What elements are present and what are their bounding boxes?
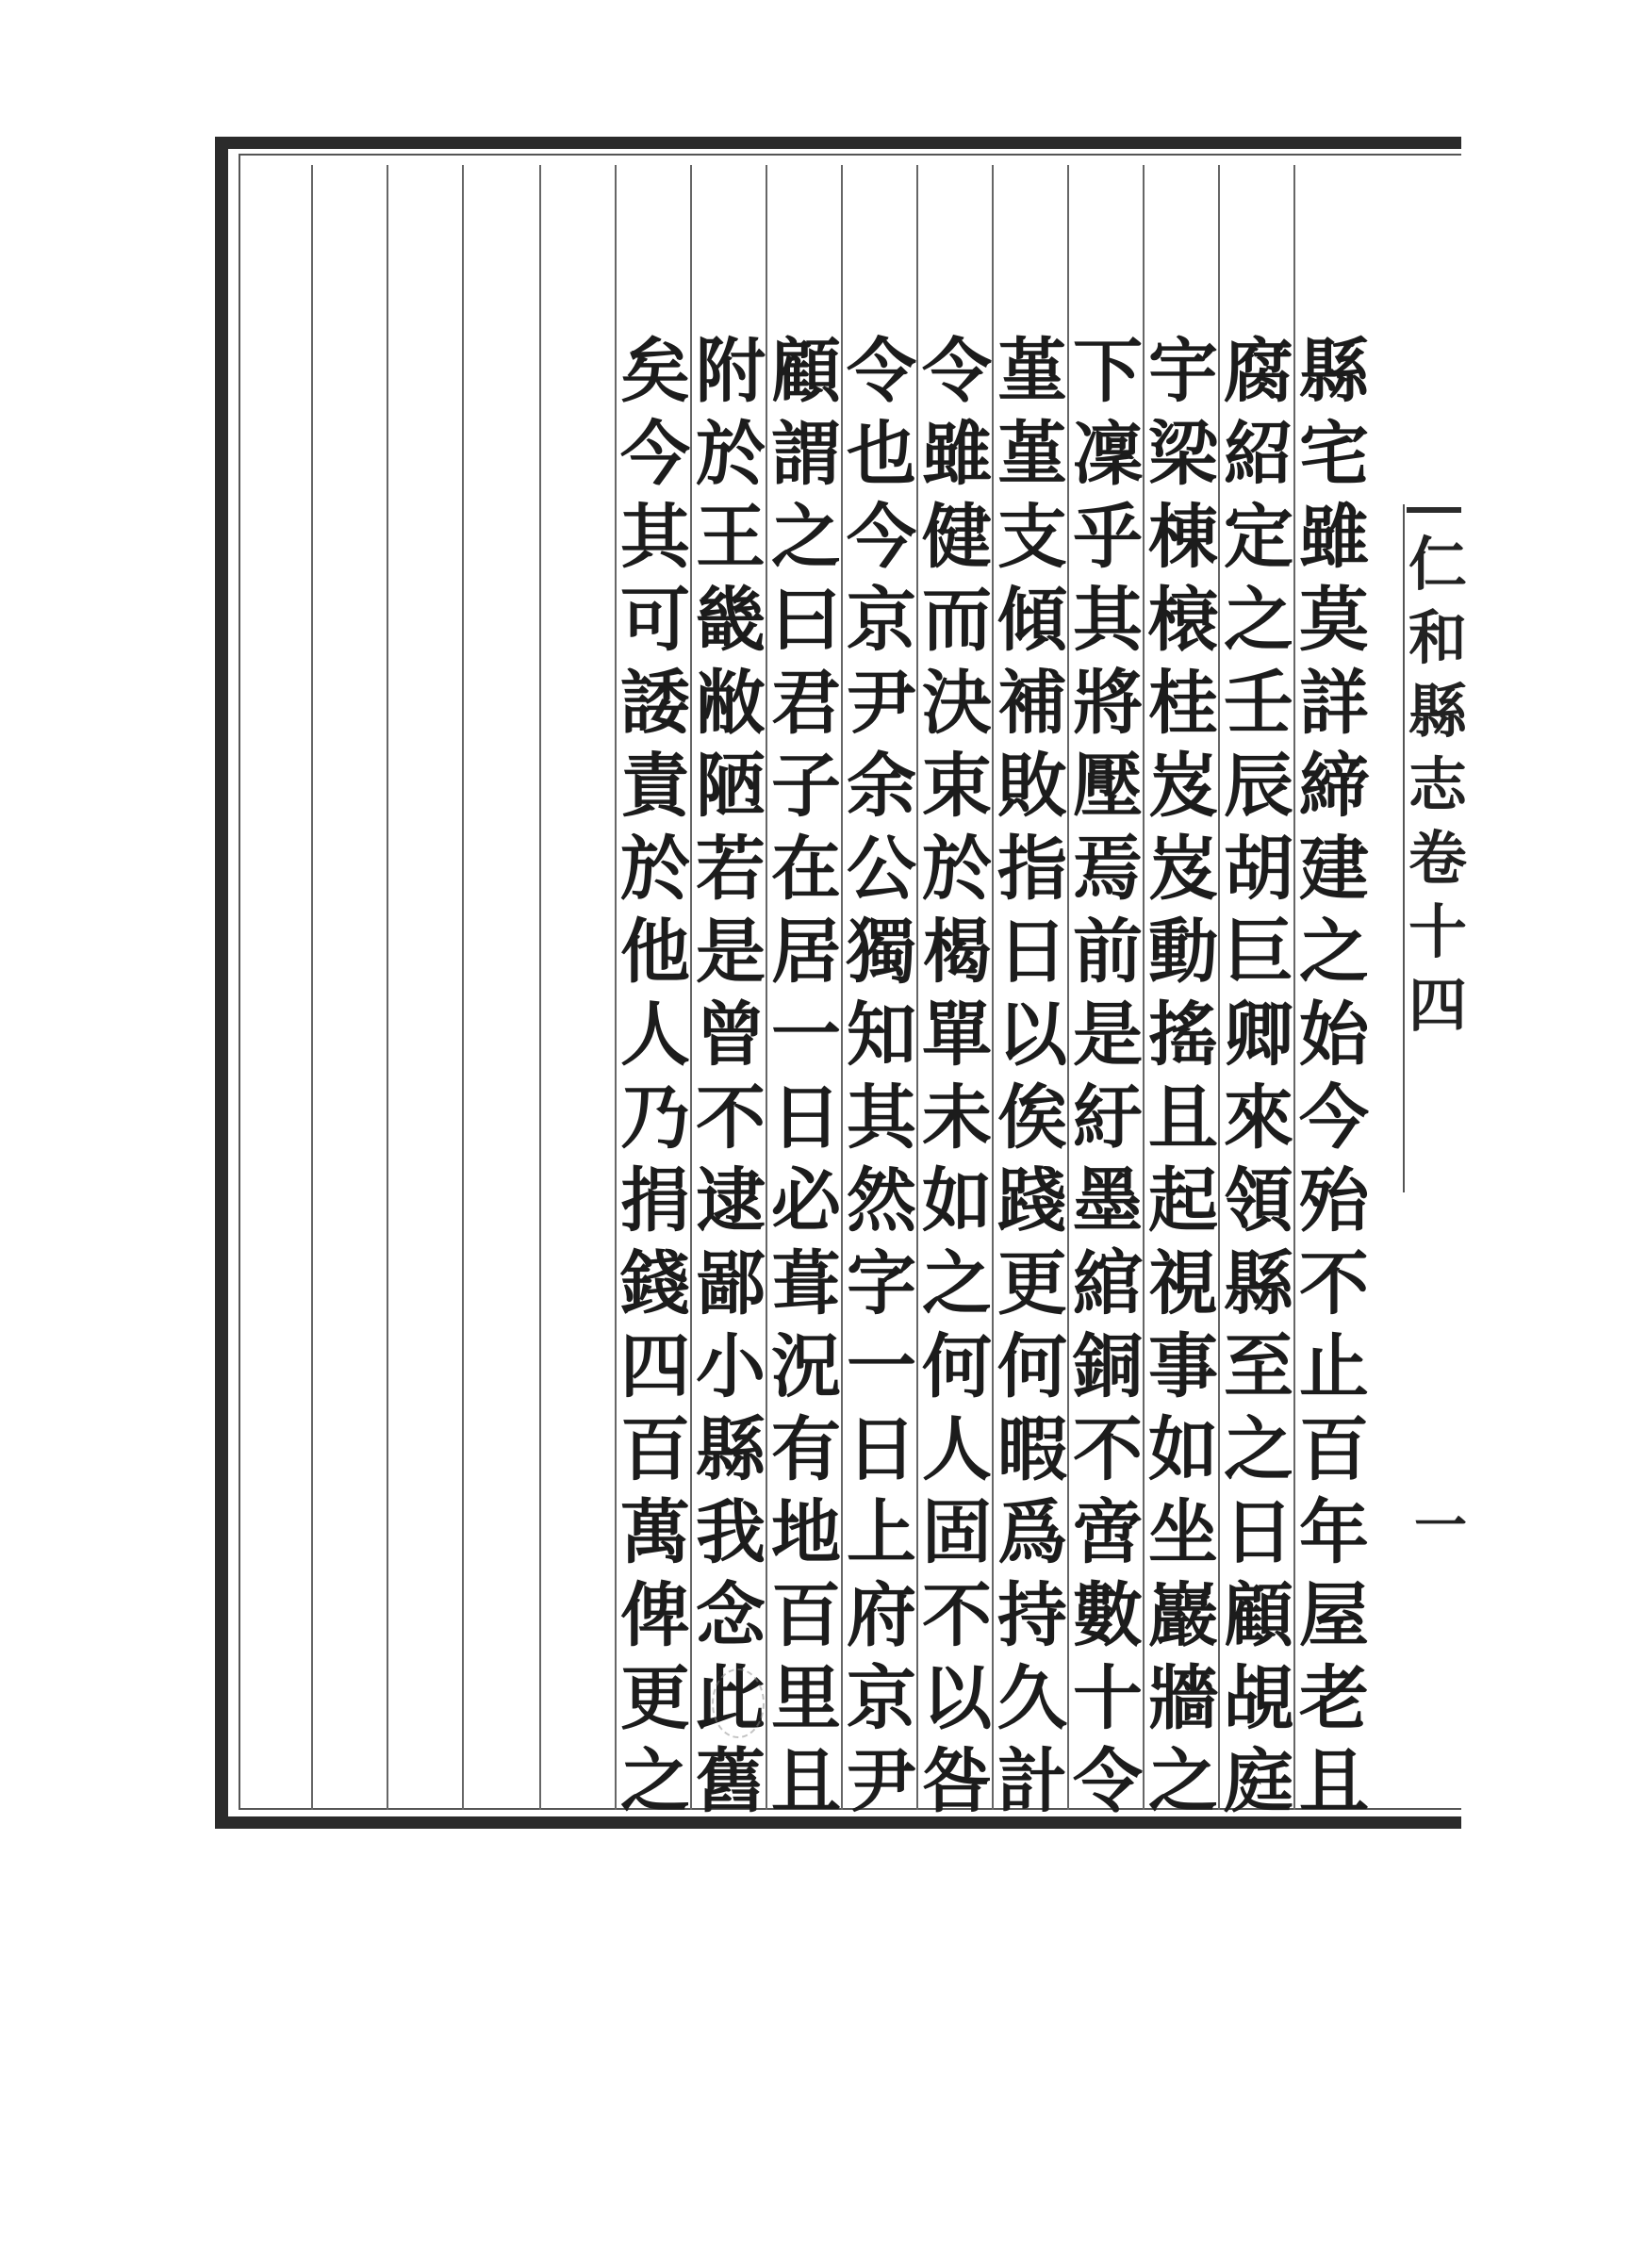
text-char: 上 xyxy=(847,1492,916,1573)
text-char: 且 xyxy=(1148,1077,1218,1159)
text-char: 縣 xyxy=(696,1409,766,1490)
text-char: 單 xyxy=(922,994,992,1076)
text-char: 余 xyxy=(847,746,916,827)
text-char: 令 xyxy=(922,331,992,412)
margin-title-char: 縣 xyxy=(1408,677,1468,746)
text-char: 居 xyxy=(771,912,841,993)
text-char: 桂 xyxy=(1148,663,1218,744)
text-char: 京 xyxy=(847,580,916,661)
margin-title-char: 仁 xyxy=(1408,530,1468,599)
text-char: 胡 xyxy=(1224,829,1293,910)
text-char: 人 xyxy=(620,994,690,1076)
text-char: 以 xyxy=(997,994,1067,1076)
text-char: 地 xyxy=(771,1492,841,1573)
column-divider xyxy=(311,165,313,1810)
text-column xyxy=(618,330,693,1823)
text-char: 牆 xyxy=(1148,1658,1218,1739)
text-char: 陋 xyxy=(696,746,766,827)
text-char: 卿 xyxy=(1224,994,1293,1076)
text-char: 如 xyxy=(922,1160,992,1241)
text-char: 不 xyxy=(696,1077,766,1159)
text-char: 前 xyxy=(1073,912,1143,993)
text-char: 雖 xyxy=(1299,497,1369,578)
text-column xyxy=(995,330,1070,1823)
text-char: 逮 xyxy=(696,1160,766,1241)
text-char: 敝 xyxy=(696,663,766,744)
text-char: 他 xyxy=(620,912,690,993)
text-char: 乃 xyxy=(620,1077,690,1159)
text-char: 日 xyxy=(997,912,1067,993)
text-char: 爲 xyxy=(997,1492,1067,1573)
text-char: 不 xyxy=(922,1575,992,1656)
text-char: 搖 xyxy=(1148,994,1218,1076)
text-char: 巨 xyxy=(1224,912,1293,993)
text-char: 庭 xyxy=(1224,1741,1293,1822)
text-char: 小 xyxy=(696,1326,766,1407)
text-char: 墨 xyxy=(1073,1160,1143,1241)
text-char: 梁 xyxy=(1148,414,1218,495)
column-divider xyxy=(387,165,388,1810)
text-char: 坐 xyxy=(1148,1492,1218,1573)
text-char: 堇 xyxy=(997,414,1067,495)
text-char: 來 xyxy=(1224,1077,1293,1159)
margin-title-char: 志 xyxy=(1408,750,1468,819)
text-char: 之 xyxy=(771,497,841,578)
text-column xyxy=(1296,330,1372,1823)
text-char: 榱 xyxy=(1148,580,1218,661)
text-char: 人 xyxy=(922,1409,992,1490)
text-char: 建 xyxy=(1299,829,1369,910)
text-char: 四 xyxy=(620,1326,690,1407)
text-char: 百 xyxy=(620,1409,690,1490)
text-char: 之 xyxy=(1148,1741,1218,1822)
text-char: 謂 xyxy=(771,414,841,495)
text-column xyxy=(693,330,768,1823)
text-char: 定 xyxy=(1224,497,1293,578)
text-char: 此 xyxy=(696,1658,766,1739)
text-char: 捐 xyxy=(620,1160,690,1241)
text-char: 獨 xyxy=(847,912,916,993)
text-char: 鄙 xyxy=(696,1243,766,1324)
text-column xyxy=(768,330,844,1823)
text-char: 其 xyxy=(1073,580,1143,661)
text-char: 始 xyxy=(1299,994,1369,1076)
text-char: 俟 xyxy=(997,1077,1067,1159)
text-char: 持 xyxy=(997,1575,1067,1656)
text-char: 將 xyxy=(1073,663,1143,744)
text-char: 屋 xyxy=(1299,1575,1369,1656)
text-char: 紆 xyxy=(1073,1077,1143,1159)
text-char: 之 xyxy=(922,1243,992,1324)
text-char: 然 xyxy=(847,1160,916,1241)
text-char: 且 xyxy=(771,1741,841,1822)
text-char: 曰 xyxy=(771,580,841,661)
text-char: 字 xyxy=(847,1243,916,1324)
text-char: 有 xyxy=(771,1409,841,1490)
text-char: 是 xyxy=(696,912,766,993)
margin-title-char: 卷 xyxy=(1408,824,1468,893)
text-char: 更 xyxy=(620,1658,690,1739)
text-char: 府 xyxy=(847,1575,916,1656)
text-char: 何 xyxy=(997,1326,1067,1407)
text-column xyxy=(1221,330,1296,1823)
text-char: 以 xyxy=(922,1658,992,1739)
text-char: 宇 xyxy=(1148,331,1218,412)
text-char: 腐 xyxy=(1224,331,1293,412)
text-char: 日 xyxy=(847,1409,916,1490)
text-char: 之 xyxy=(1224,580,1293,661)
text-char: 曾 xyxy=(696,994,766,1076)
text-column xyxy=(919,330,995,1823)
text-char: 令 xyxy=(847,331,916,412)
folio-number: 一 xyxy=(1414,1495,1467,1557)
text-char: 可 xyxy=(620,580,690,661)
text-char: 日 xyxy=(1224,1492,1293,1573)
text-char: 君 xyxy=(771,663,841,744)
text-char: 巖 xyxy=(1148,1575,1218,1656)
text-char: 附 xyxy=(696,331,766,412)
text-char: 若 xyxy=(696,829,766,910)
text-char: 起 xyxy=(1148,1160,1218,1241)
text-char: 於 xyxy=(620,829,690,910)
text-char: 日 xyxy=(771,1077,841,1159)
text-char: 尹 xyxy=(847,663,916,744)
text-char: 辰 xyxy=(1224,746,1293,827)
fish-tail-mark xyxy=(1407,507,1461,528)
text-char: 棟 xyxy=(1148,497,1218,578)
text-char: 楬 xyxy=(922,912,992,993)
column-divider xyxy=(615,165,617,1810)
text-char: 如 xyxy=(1148,1409,1218,1490)
text-char: 之 xyxy=(620,1741,690,1822)
text-char: 不 xyxy=(1073,1409,1143,1490)
text-char: 我 xyxy=(696,1492,766,1573)
text-char: 何 xyxy=(922,1326,992,1407)
text-char: 公 xyxy=(847,829,916,910)
margin-title xyxy=(1408,528,1468,1043)
column-divider xyxy=(539,165,541,1810)
text-char: 覘 xyxy=(1224,1658,1293,1739)
text-char: 百 xyxy=(771,1575,841,1656)
text-char: 事 xyxy=(1148,1326,1218,1407)
text-char: 之 xyxy=(1224,1409,1293,1490)
text-char: 未 xyxy=(922,1077,992,1159)
text-char: 老 xyxy=(1299,1658,1369,1739)
text-char: 知 xyxy=(847,994,916,1076)
text-char: 今 xyxy=(847,497,916,578)
text-char: 一 xyxy=(771,994,841,1076)
text-char: 下 xyxy=(1073,331,1143,412)
text-char: 踐 xyxy=(997,1160,1067,1241)
text-char: 不 xyxy=(1299,1243,1369,1324)
text-char: 咎 xyxy=(922,1741,992,1822)
text-char: 更 xyxy=(997,1243,1067,1324)
text-char: 念 xyxy=(696,1575,766,1656)
text-char: 宅 xyxy=(1299,414,1369,495)
text-char: 傾 xyxy=(997,580,1067,661)
text-char: 俾 xyxy=(620,1575,690,1656)
text-char: 雖 xyxy=(922,414,992,495)
margin-title-char: 和 xyxy=(1408,603,1468,672)
text-char: 銅 xyxy=(1073,1326,1143,1407)
text-char: 矣 xyxy=(620,331,690,412)
text-char: 決 xyxy=(922,663,992,744)
text-char: 京 xyxy=(847,1658,916,1739)
margin-title-char: 四 xyxy=(1408,971,1468,1040)
text-char: 一 xyxy=(847,1326,916,1407)
text-char: 動 xyxy=(1148,912,1218,993)
text-char: 久 xyxy=(997,1658,1067,1739)
text-char: 支 xyxy=(997,497,1067,578)
text-char: 敗 xyxy=(997,746,1067,827)
text-char: 莫 xyxy=(1299,580,1369,661)
text-char: 況 xyxy=(771,1326,841,1407)
text-char: 責 xyxy=(620,746,690,827)
margin-title-char: 十 xyxy=(1408,897,1468,966)
text-char: 數 xyxy=(1073,1575,1143,1656)
text-char: 殆 xyxy=(1299,1160,1369,1241)
text-char: 尹 xyxy=(847,1741,916,1822)
text-char: 計 xyxy=(997,1741,1067,1822)
text-char: 堇 xyxy=(997,331,1067,412)
text-char: 且 xyxy=(1299,1741,1369,1822)
text-char: 今 xyxy=(1299,1077,1369,1159)
text-char: 暇 xyxy=(997,1409,1067,1490)
text-column xyxy=(844,330,919,1823)
text-char: 詳 xyxy=(1299,663,1369,744)
text-char: 補 xyxy=(997,663,1067,744)
text-char: 止 xyxy=(1299,1326,1369,1407)
text-char: 子 xyxy=(771,746,841,827)
column-divider xyxy=(462,165,464,1810)
text-char: 於 xyxy=(696,414,766,495)
text-char: 年 xyxy=(1299,1492,1369,1573)
text-char: 至 xyxy=(1224,1326,1293,1407)
text-char: 健 xyxy=(922,497,992,578)
text-char: 百 xyxy=(1299,1409,1369,1490)
text-char: 今 xyxy=(620,414,690,495)
text-char: 畿 xyxy=(696,580,766,661)
text-char: 岌 xyxy=(1148,746,1218,827)
text-char: 諉 xyxy=(620,663,690,744)
text-char: 領 xyxy=(1224,1160,1293,1241)
text-char: 綰 xyxy=(1073,1243,1143,1324)
text-char: 萬 xyxy=(620,1492,690,1573)
text-char: 十 xyxy=(1073,1658,1143,1739)
text-char: 壬 xyxy=(1224,663,1293,744)
text-char: 其 xyxy=(620,497,690,578)
text-char: 葺 xyxy=(771,1243,841,1324)
text-char: 也 xyxy=(847,414,916,495)
text-char: 縣 xyxy=(1299,331,1369,412)
text-char: 凜 xyxy=(1073,414,1143,495)
text-char: 其 xyxy=(847,1077,916,1159)
text-char: 啻 xyxy=(1073,1492,1143,1573)
text-char: 里 xyxy=(771,1658,841,1739)
text-char: 乎 xyxy=(1073,497,1143,578)
text-char: 令 xyxy=(1073,1741,1143,1822)
text-char: 締 xyxy=(1299,746,1369,827)
text-char: 顧 xyxy=(771,331,841,412)
text-char: 是 xyxy=(1073,994,1143,1076)
text-char: 舊 xyxy=(696,1741,766,1822)
text-char: 王 xyxy=(696,497,766,578)
text-column xyxy=(1070,330,1145,1823)
text-char: 必 xyxy=(771,1160,841,1241)
text-char: 之 xyxy=(1299,912,1369,993)
text-char: 視 xyxy=(1148,1243,1218,1324)
text-char: 壓 xyxy=(1073,746,1143,827)
text-char: 指 xyxy=(997,829,1067,910)
text-column xyxy=(1145,330,1221,1823)
ink-smudge xyxy=(712,1668,765,1738)
text-char: 錢 xyxy=(620,1243,690,1324)
text-char: 在 xyxy=(771,829,841,910)
text-char: 焉 xyxy=(1073,829,1143,910)
text-char: 而 xyxy=(922,580,992,661)
text-char: 岌 xyxy=(1148,829,1218,910)
text-char: 固 xyxy=(922,1492,992,1573)
text-char: 束 xyxy=(922,746,992,827)
text-char: 顧 xyxy=(1224,1575,1293,1656)
text-char: 紹 xyxy=(1224,414,1293,495)
text-char: 於 xyxy=(922,829,992,910)
text-char: 縣 xyxy=(1224,1243,1293,1324)
